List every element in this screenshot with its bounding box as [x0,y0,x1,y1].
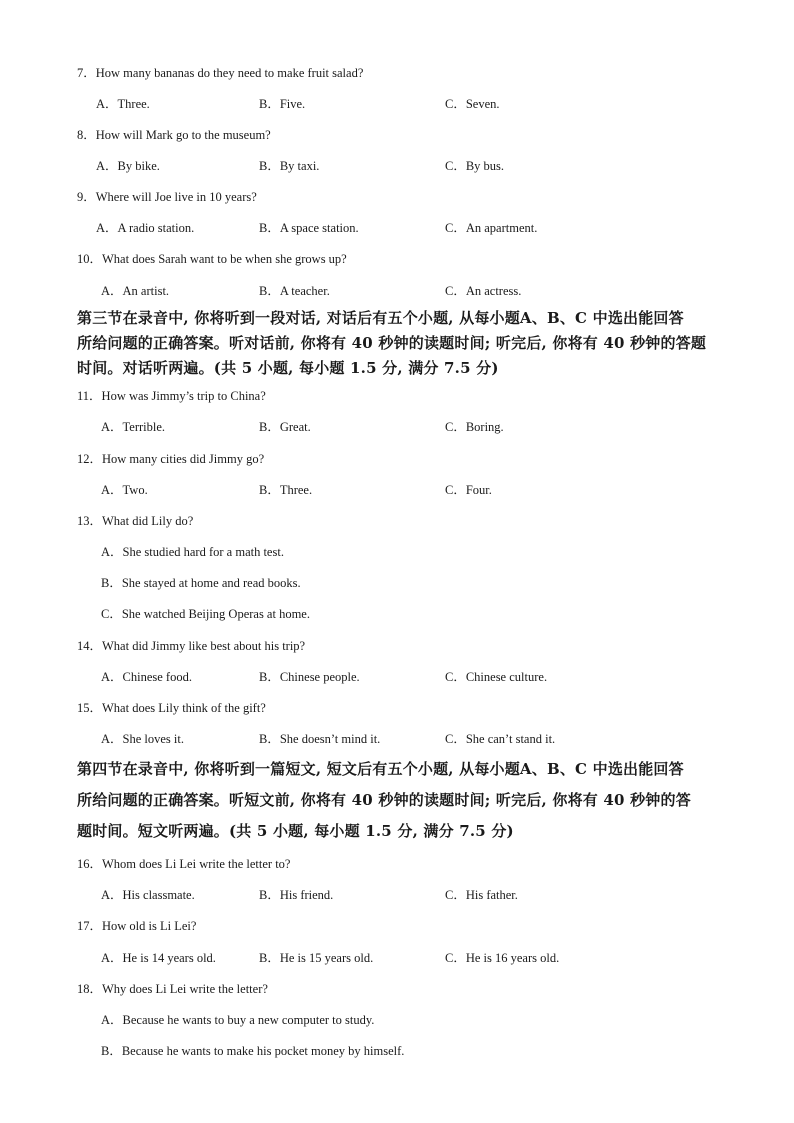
question-16-option-b[interactable]: B．His friend. [259,888,334,902]
question-9-stem: 9．Where will Joe live in 10 years? [77,190,257,204]
question-13-option-b[interactable]: B．She stayed at home and read books. [101,576,301,590]
question-9-option-a[interactable]: A．A radio station. [96,221,195,235]
question-17-stem: 17．How old is Li Lei? [77,919,197,933]
section-4-instructions-line-3: 题时间。短文听两遍。(共 5 小题, 每小题 1.5 分, 满分 7.5 分) [77,822,514,840]
question-17-option-c[interactable]: C．He is 16 years old. [445,951,560,965]
question-13-option-c[interactable]: C．She watched Beijing Operas at home. [101,607,310,621]
question-7-option-c[interactable]: C．Seven. [445,97,500,111]
section-4-instructions-line-1: 第四节在录音中, 你将听到一篇短文, 短文后有五个小题, 从每小题A、B、C 中选出能回答 [77,760,684,778]
question-8-stem: 8．How will Mark go to the museum? [77,128,271,142]
question-11-option-a[interactable]: A．Terrible. [101,420,166,434]
question-7-stem: 7．How many bananas do they need to make fruit salad? [77,66,364,80]
question-18-option-a[interactable]: A．Because he wants to buy a new computer to study. [101,1013,375,1027]
question-7-option-b[interactable]: B．Five. [259,97,306,111]
question-14-option-c[interactable]: C．Chinese culture. [445,670,548,684]
question-15-option-b[interactable]: B．She doesn’t mind it. [259,732,381,746]
question-16-option-a[interactable]: A．His classmate. [101,888,195,902]
question-7-option-a[interactable]: A．Three. [96,97,150,111]
question-12-option-b[interactable]: B．Three. [259,483,313,497]
question-16-option-c[interactable]: C．His father. [445,888,518,902]
question-14-stem: 14．What did Jimmy like best about his trip? [77,639,306,653]
question-17-option-a[interactable]: A．He is 14 years old. [101,951,216,965]
section-3-instructions-line-3: 时间。对话听两遍。(共 5 小题, 每小题 1.5 分, 满分 7.5 分) [77,359,499,377]
question-9-option-b[interactable]: B．A space station. [259,221,359,235]
section-4-instructions-line-2: 所给问题的正确答案。听短文前, 你将有 40 秒钟的读题时间; 听完后, 你将有 40 秒钟的答 [77,791,691,809]
question-11-option-c[interactable]: C．Boring. [445,420,504,434]
question-10-option-c[interactable]: C．An actress. [445,284,522,298]
question-15-stem: 15．What does Lily think of the gift? [77,701,266,715]
question-10-option-a[interactable]: A．An artist. [101,284,170,298]
question-18-stem: 18．Why does Li Lei write the letter? [77,982,268,996]
question-9-option-c[interactable]: C．An apartment. [445,221,538,235]
question-11-stem: 11．How was Jimmy’s trip to China? [77,389,266,403]
question-17-option-b[interactable]: B．He is 15 years old. [259,951,374,965]
question-8-option-c[interactable]: C．By bus. [445,159,505,173]
section-3-instructions-line-2: 所给问题的正确答案。听对话前, 你将有 40 秒钟的读题时间; 听完后, 你将有 40 秒钟的答题 [77,334,707,352]
section-3-instructions-line-1: 第三节在录音中, 你将听到一段对话, 对话后有五个小题, 从每小题A、B、C 中选出能回答 [77,309,684,327]
question-16-stem: 16．Whom does Li Lei write the letter to? [77,857,291,871]
question-12-option-a[interactable]: A．Two. [101,483,148,497]
question-14-option-a[interactable]: A．Chinese food. [101,670,192,684]
question-15-option-c[interactable]: C．She can’t stand it. [445,732,556,746]
question-14-option-b[interactable]: B．Chinese people. [259,670,360,684]
question-18-option-b[interactable]: B．Because he wants to make his pocket money by himself. [101,1044,405,1058]
question-12-option-c[interactable]: C．Four. [445,483,492,497]
question-11-option-b[interactable]: B．Great. [259,420,311,434]
question-10-option-b[interactable]: B．A teacher. [259,284,330,298]
question-10-stem: 10．What does Sarah want to be when she grows up? [77,252,347,266]
question-13-option-a[interactable]: A．She studied hard for a math test. [101,545,284,559]
question-8-option-b[interactable]: B．By taxi. [259,159,320,173]
question-15-option-a[interactable]: A．She loves it. [101,732,184,746]
question-8-option-a[interactable]: A．By bike. [96,159,160,173]
question-12-stem: 12．How many cities did Jimmy go? [77,452,265,466]
question-13-stem: 13．What did Lily do? [77,514,194,528]
